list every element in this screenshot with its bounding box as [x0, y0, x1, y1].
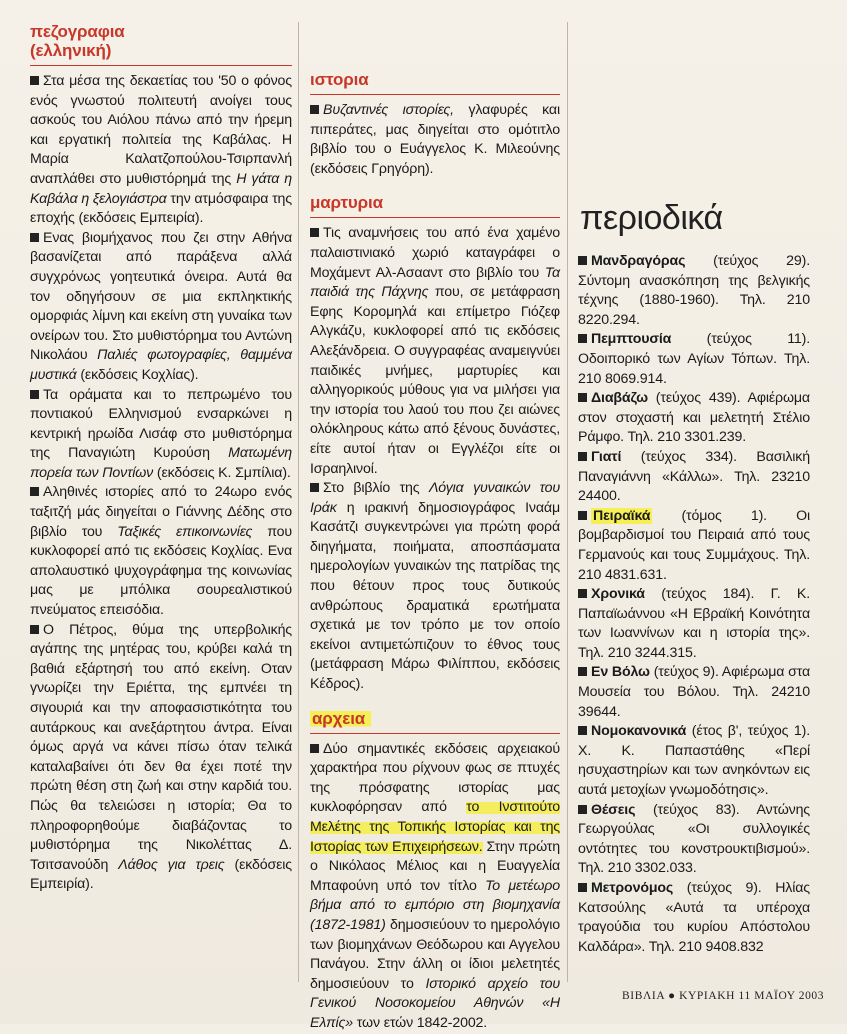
column-2: [310, 70, 560, 1034]
column-divider: [567, 22, 568, 982]
bullet-square-icon: [578, 393, 587, 402]
column-divider: [298, 22, 299, 982]
bullet-square-icon: [30, 76, 39, 85]
list-item: Ενας βιομήχανος που ζει στην Αθήνα βασανίζεται από παράξενα αλλά συγχρόνως γοητευτικά όνειρα. Αυτά θα τον οδηγήσουν σε μια εκπληκτικής ομορφιάς λίμνη και εκείνη στη γυναίκα των ονείρων του. Στο μυθιστόρημα του Αντώνη Νικολάου Παλιές φωτογραφίες, θαμμένα μυστικά (εκδόσεις Κοχλίας).: [30, 229, 292, 383]
periodical-item: Πειραϊκά (τόμος 1). Οι βομβαρδισμοί του Πειραιά από τους Γερμανούς και τους Συμμάχους. Τηλ. 210 4831.631.: [578, 507, 810, 583]
list-item: Στο βιβλίο της Λόγια γυναικών του Ιράκ η ιρακινή δημοσιογράφος Ιναάμ Κασάτζι συγκεντρώνει για πρώτη φορά διηγήματα, ποιήματα, αποσπάσματα ημερολογίων γυναικών της πατρίδας της που θέτουν προς τους δυτικούς ανθρώπους δραματικά ερωτήματα σχετικά με τον τρόπο με τον οποίο εκείνοι αντιμετώπιζουν το έθνος τους (μετάφραση Μάρω Φιλίππου, εκδόσεις Κέδρος).: [310, 480, 560, 693]
periodical-item: Εν Βόλω (τεύχος 9). Αφιέρωμα στα Μουσεία του Βόλου. Τηλ. 24210 39644.: [578, 664, 810, 720]
bullet-square-icon: [310, 105, 319, 114]
bullet-square-icon: [578, 805, 587, 814]
bullet-square-icon: [578, 256, 587, 265]
heading-rule: [310, 94, 560, 95]
bullet-square-icon: [578, 334, 587, 343]
bullet-square-icon: [578, 667, 587, 676]
periodical-item: Γιατί (τεύχος 334). Βασιλική Παναγιάννη «Κάλλω». Τηλ. 23210 24400.: [578, 448, 810, 505]
heading-rule: [30, 65, 292, 66]
list-item: Τις αναμνήσεις του από ένα χαμένο παλαιστινιακό χωριό καταγράφει ο Μοχάμεντ Αλ-Ασααντ στο βιβλίο του Τα παιδιά της Πάχνης που, σε μετάφραση Εφης Κορομηλά και επίμετρο Γιόζεφ Αλγκάζυ, κυκλοφορεί από τις εκδόσεις Αλεξάνδρεια. Ο συγγραφέας αναμειγνύει παιδικές μνήμες, μαρτυρίες και αλληγορικούς μύθους για να μιλήσει για την ιστορία του λαού του που ζει αιώνες ολόκληρους κάτω από ξένους δυνάστες, είτε αυτοί ήταν οι Εγγλέζοι είτε οι Ισραηλινοί.: [310, 225, 561, 477]
bullet-square-icon: [30, 625, 39, 634]
periodical-item: Διαβάζω (τεύχος 439). Αφιέρωμα στον στοχαστή και μελετητή Στέλιο Ράμφο. Τηλ. 210 3301.239.: [578, 390, 810, 446]
section-heading-history: ιστορια: [310, 70, 369, 89]
column-3: [578, 180, 810, 957]
highlighted-heading: αρχεια: [310, 709, 371, 728]
list-item: Στα μέσα της δεκαετίας του '50 ο φόνος ενός γνωστού πολιτευτή ανοίγει τους ασκούς του Αιόλου πάνω από την ήρεμη και εργατική πολιτεία της Καβάλας. Η Μαρία Καλατζοπούλου-Τσιρπανλή αναπλάθει στο μυθιστόρημά της Η γάτα η Καβάλα η ξελογιάστρα την ατμόσφαιρα της εποχής (εκδόσεις Εμπειρία).: [30, 73, 292, 227]
list-item: Τα οράματα και το πεπρωμένο του ποντιακού Ελληνισμού ενσαρκώνει η κεντρική ηρωίδα Λισάφ στο μυθιστόρημα της Παναγιώτη Κυρούση Ματωμένη πορεία των Ποντίων (εκδόσεις Κ. Σμπίλια).: [30, 386, 292, 481]
column-1: [30, 22, 292, 895]
list-item: Δύο σημαντικές εκδόσεις αρχειακού χαρακτήρα που ρίχνουν φως σε πτυχές της πρόσφατης ιστορίας μας κυκλοφόρησαν από το Ινστιτούτο Μελέτης της Τοπικής Ιστορίας και της Ιστορίας των Επιχειρήσεων. Στην πρώτη ο Νικόλαος Μέλιος και η Ευαγγελία Μπαφούνη υπό τον τίτλο Το μετέωρο βήμα από το εμπόριο στη βιομηχανία (1872-1981) δημοσιεύουν το ημερολόγιο των βιομηχάνων Θεόδωρου και Αγγελου Πανάγου. Στην άλλη οι ίδιοι μελετητές δημοσιεύουν το Ιστορικό αρχείο του Γενικού Νοσοκομείου Αθηνών «Η Ελπίς» των ετών 1842-2002.: [310, 740, 561, 1031]
section-subheading: (ελληνική): [30, 41, 112, 60]
bullet-square-icon: [310, 228, 319, 237]
periodical-item: Πεμπτουσία (τεύχος 11). Οδοιπορικό των Αγίων Τόπων. Τηλ. 210 8069.914.: [578, 331, 810, 387]
bullet-square-icon: [578, 452, 587, 461]
bullet-square-icon: [30, 233, 39, 242]
heading-rule: [310, 217, 560, 218]
heading-rule: [310, 733, 560, 734]
bullet-square-icon: [30, 390, 39, 399]
page-footer: ΒΙΒΛΙΑ ● ΚΥΡΙΑΚΗ 11 ΜΑΪΟΥ 2003: [622, 990, 825, 1002]
periodical-item: Νομοκανονικά (έτος β', τεύχος 1). Χ. Κ. Παπαστάθης «Περί ησυχαστηρίων και των ανηκόντων εις αυτά μετοχίων γνωμοδότησις».: [578, 723, 810, 799]
periodical-item: Μανδραγόρας (τεύχος 29). Σύντομη ανασκόπηση της βελγικής τέχνης (1880-1960). Τηλ. 210 8220.294.: [578, 253, 810, 328]
periodical-item: Μετρονόμος (τεύχος 9). Ηλίας Κατσούλης «Αυτά τα υπέροχα τραγούδια του κυρίου Απόστολου Καλδάρα». Τηλ. 210 9408.832: [578, 880, 810, 955]
list-item: Ο Πέτρος, θύμα της υπερβολικής αγάπης της μητέρας του, κρύβει καλά τη βαθιά εξάρτησή του από εκείνη. Οταν γνωρίζει την Εριέττα, της εμπνέει τη σιγουριά και την αποφασιστικότητα του αυτάρκους και ανεξάρτητου άντρα. Είναι όμως αργά να κάνει πίσω όταν τελικά καταλαβαίνει ότι δεν θα έχει ποτέ την πρώτη θέση στη ζωή και στην καρδιά του. Πώς θα τελειώσει η ιστορία; Θα το πληροφορηθούμε διαβάζοντας το μυθιστόρημα της Νικολέττας Δ. Τσιτσανούδη Λάθος για τρεις (εκδόσεις Εμπειρία).: [30, 621, 292, 893]
periodical-item: Χρονικά (τεύχος 184). Γ. Κ. Παπαϊωάννου «Η Εβραϊκή Κοινότητα των Ιωαννίνων και η ιστορία της». Τηλ. 210 3244.315.: [578, 586, 810, 661]
section-heading-fiction: [30, 22, 292, 60]
list-item: Αληθινές ιστορίες από το 24ωρο ενός ταξιτζή μάς διηγείται ο Γιάννης Δέδης στο βιβλίο του Ταξικές επικοινωνίες που κυκλοφορεί από τις εκδόσεις Κοχλίας. Ενα απολαυστικό ψυχογράφημα της κοινωνίας μας με μπόλικα σουρεαλιστικού πνεύματος επεισόδια.: [30, 484, 292, 619]
bullet-square-icon: [578, 726, 587, 735]
section-heading-archives: [310, 709, 560, 728]
bullet-square-icon: [310, 744, 319, 753]
bullet-square-icon: [578, 511, 587, 520]
highlighted-text: το Ινστιτούτο Μελέτης της Τοπικής Ιστορίας και της Ιστορίας των Επιχειρήσεων.: [310, 799, 560, 855]
highlighted-periodical-name: Πειραϊκά: [593, 507, 651, 524]
list-item: Βυζαντινές ιστορίες, γλαφυρές και πιπεράτες, μας διηγείται στο ομότιτλο βιβλίο του ο Ευάγγελος Κ. Μιλεούνης (εκδόσεις Γρηγόρη).: [310, 102, 560, 177]
bullet-square-icon: [30, 487, 39, 496]
section-heading-text: πεζογραφια: [30, 22, 125, 41]
bullet-square-icon: [578, 883, 587, 892]
bullet-square-icon: [310, 483, 319, 492]
section-heading-testimony: μαρτυρια: [310, 193, 383, 213]
periodical-item: Θέσεις (τεύχος 83). Αντώνης Γεωργούλας «Οι συλλογικές οντότητες του κονστρουκτιβισμού». Τηλ. 210 3302.033.: [578, 801, 810, 877]
periodicals-title: περιοδικά: [580, 199, 723, 237]
bullet-square-icon: [578, 589, 587, 598]
